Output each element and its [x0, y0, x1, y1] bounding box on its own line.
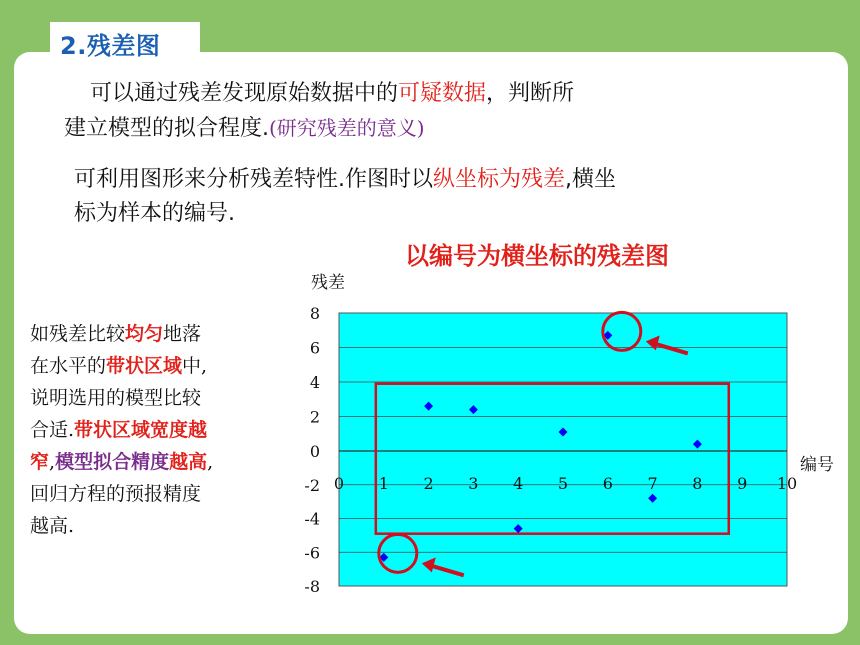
x-tick-label: 7 — [647, 474, 658, 493]
plot-area — [339, 313, 787, 586]
x-tick-label: 1 — [378, 474, 389, 493]
intro-line-2-text: 建立模型的拟合程度. — [64, 116, 269, 141]
intro-text: 可以通过残差发现原始数据中的 — [90, 81, 399, 106]
x-tick-label: 9 — [737, 474, 748, 493]
note-line-6: 回归方程的预报精度 — [30, 483, 202, 505]
method-line-2: 标为样本的编号. — [74, 201, 235, 226]
chart-title: 以编号为横坐标的残差图 — [405, 242, 669, 270]
intro-note: (研究残差的意义) — [269, 116, 425, 140]
y-tick-label: -6 — [304, 543, 320, 563]
note-highlight: 窄 — [30, 451, 50, 473]
note-line-7: 越高. — [30, 515, 75, 537]
x-tick-label: 4 — [513, 474, 524, 493]
note-text: 地落 — [163, 323, 202, 345]
y-tick-label: 6 — [309, 338, 320, 358]
note-text: 在水平的 — [30, 355, 107, 377]
y-axis-label: 残差 — [311, 273, 345, 293]
note-text: 中, — [182, 355, 208, 377]
method-highlight: 纵坐标为残差 — [433, 167, 566, 192]
x-tick-label: 3 — [468, 474, 479, 493]
method-text-end: ,横坐 — [565, 167, 617, 192]
method-text: 可利用图形来分析残差特性.作图时以 — [74, 167, 433, 192]
note-highlight: 带状区域 — [106, 355, 183, 377]
x-tick-label: 0 — [333, 474, 345, 493]
y-tick-label: 4 — [309, 373, 320, 392]
section-title: 2.残差图 — [60, 32, 161, 60]
note-highlight: 越高 — [169, 451, 208, 473]
note-text: , — [49, 451, 56, 473]
note-highlight: 均匀 — [125, 323, 164, 345]
intro-text-end: ，判断所 — [486, 81, 575, 106]
y-tick-label: -8 — [304, 577, 320, 596]
y-tick-label: 0 — [309, 442, 320, 461]
x-tick-label: 6 — [602, 474, 613, 493]
note-emphasis: 模型拟合精度 — [55, 451, 170, 473]
y-tick-label: -4 — [304, 509, 320, 529]
note-text: 如残差比较 — [30, 323, 126, 345]
note-text: 合适. — [30, 419, 75, 441]
x-tick-label: 5 — [557, 474, 569, 493]
x-tick-label: 2 — [423, 474, 434, 493]
y-tick-label: 8 — [309, 304, 320, 323]
note-text: , — [207, 451, 214, 473]
note-line-3: 说明选用的模型比较 — [30, 387, 202, 409]
x-axis-label: 编号 — [800, 455, 834, 475]
x-tick-label: 8 — [692, 474, 703, 493]
x-tick-label: 10 — [776, 474, 798, 493]
y-tick-label: -2 — [304, 475, 320, 495]
note-highlight: 带状区域宽度越 — [74, 419, 208, 441]
intro-highlight: 可疑数据 — [398, 81, 487, 106]
y-tick-label: 2 — [309, 407, 320, 427]
y-tick-labels — [304, 304, 320, 596]
